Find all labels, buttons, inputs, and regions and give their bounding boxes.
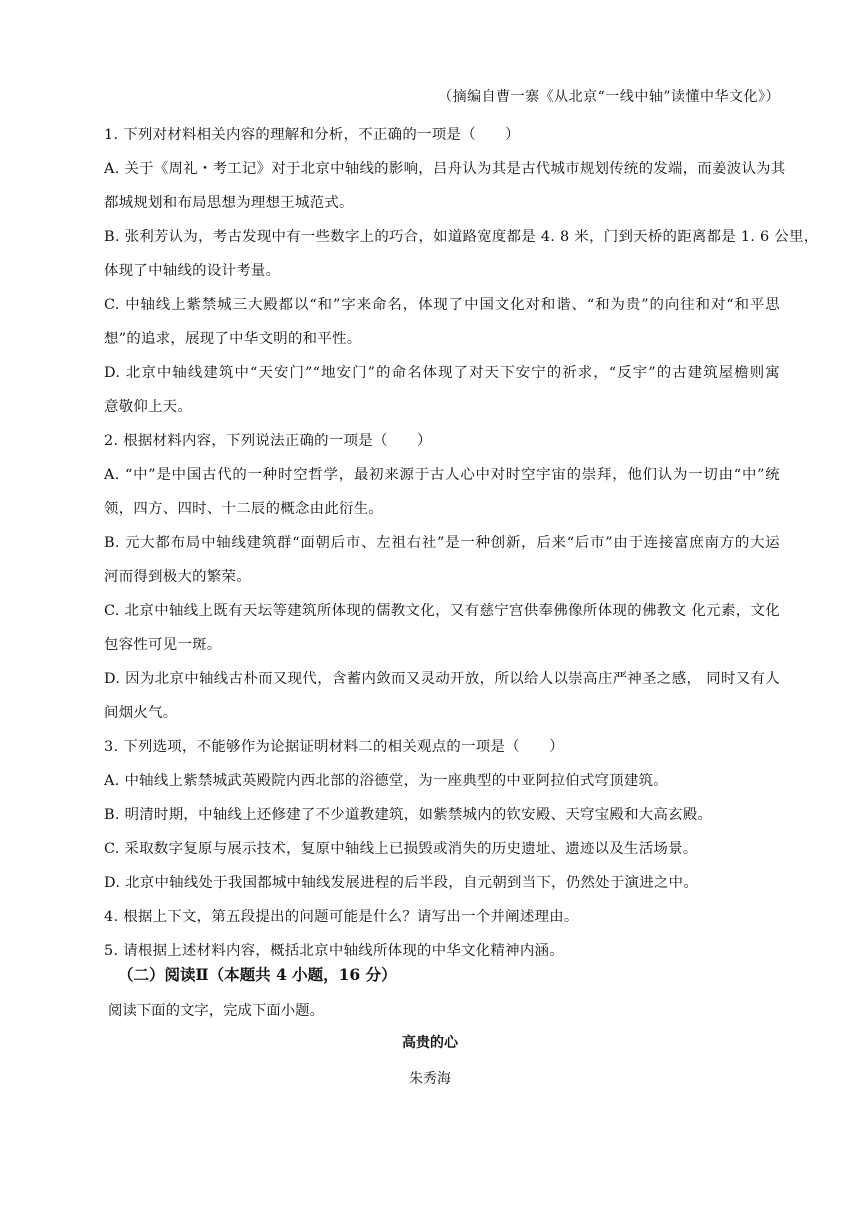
text-line: D. 因为北京中轴线古朴而又现代，含蓄内敛而又灵动开放，所以给人以崇高庄严神圣之感， 同时又有人 — [104, 671, 780, 687]
text-line: 体现了中轴线的设计考量。 — [104, 263, 281, 279]
text-line: B. 明清时期，中轴线上还修建了不少道教建筑，如紫禁城内的钦安殿、天穹宝殿和大高玄殿。 — [104, 807, 713, 823]
text-line: 都城规划和布局思想为理想王城范式。 — [104, 195, 354, 211]
text-line: B. 张利芳认为，考古发现中有一些数字上的巧合，如道路宽度都是 4. 8 米，门到天桥的距离都是 1. 6 公里， — [104, 229, 819, 245]
text-line: 领，四方、四时、十二辰的概念由此衍生。 — [104, 501, 384, 517]
reading-instruction: 阅读下面的文字，完成下面小题。 — [108, 1003, 324, 1019]
text-line: 包容性可见一斑。 — [104, 637, 222, 653]
text-line: A. 中轴线上紫禁城武英殿院内西北部的浴德堂，为一座典型的中亚阿拉伯式穹顶建筑。 — [104, 773, 668, 789]
question-lines — [104, 118, 819, 968]
source-citation: （摘编自曹一寨《从北京“一线中轴”读懂中华文化》） — [438, 89, 780, 105]
text-line: C. 中轴线上紫禁城三大殿都以“和”字来命名，体现了中国文化对和谐、“和为贵”的向往和对“和平思 — [104, 297, 780, 313]
text-line: D. 北京中轴线处于我国都城中轴线发展进程的后半段，自元朝到当下，仍然处于演进之中。 — [104, 875, 699, 891]
text-line: 意敬仰上天。 — [104, 399, 193, 415]
text-line: 间烟火气。 — [104, 705, 178, 721]
text-line: 5. 请根据上述材料内容，概括北京中轴线所体现的中华文化精神内涵。 — [104, 943, 564, 959]
text-line: 想”的追求，展现了中华文明的和平性。 — [104, 331, 362, 347]
text-line: C. 北京中轴线上既有天坛等建筑所体现的儒教文化，又有慈宁宫供奉佛像所体现的佛教文 化元素，文化 — [104, 603, 780, 619]
text-line: 4. 根据上下文，第五段提出的问题可能是什么？请写出一个并阐述理由。 — [104, 909, 579, 925]
text-line: 河而得到极大的繁荣。 — [104, 569, 251, 585]
text-line: A. 关于《周礼・考工记》对于北京中轴线的影响，吕舟认为其是古代城市规划传统的发端，而姜波认为其 — [104, 161, 786, 177]
text-line: 3. 下列选项，不能够作为论据证明材料二的相关观点的一项是（ ） — [104, 739, 564, 755]
text-line: 2. 根据材料内容，下列说法正确的一项是（ ） — [104, 433, 432, 449]
story-author: 朱秀海 — [409, 1071, 451, 1087]
section-heading: （二）阅读Ⅱ（本题共 4 小题，16 分） — [118, 965, 397, 984]
story-title: 高贵的心 — [402, 1035, 458, 1051]
text-line: D. 北京中轴线建筑中“天安门”“地安门”的命名体现了对天下安宁的祈求，“反宇”的古建筑屋檐则寓 — [104, 365, 780, 381]
text-line: B. 元大都布局中轴线建筑群“面朝后市、左祖右社”是一种创新，后来“后市”由于连接富庶南方的大运 — [104, 535, 780, 551]
text-line: C. 采取数字复原与展示技术，复原中轴线上已损毁或消失的历史遗址、遗迹以及生活场景。 — [104, 841, 698, 857]
text-line: A. “中”是中国古代的一种时空哲学，最初来源于古人心中对时空宇宙的崇拜，他们认为一切由“中”统 — [104, 467, 780, 483]
text-line: 1. 下列对材料相关内容的理解和分析，不正确的一项是（ ） — [104, 127, 520, 143]
